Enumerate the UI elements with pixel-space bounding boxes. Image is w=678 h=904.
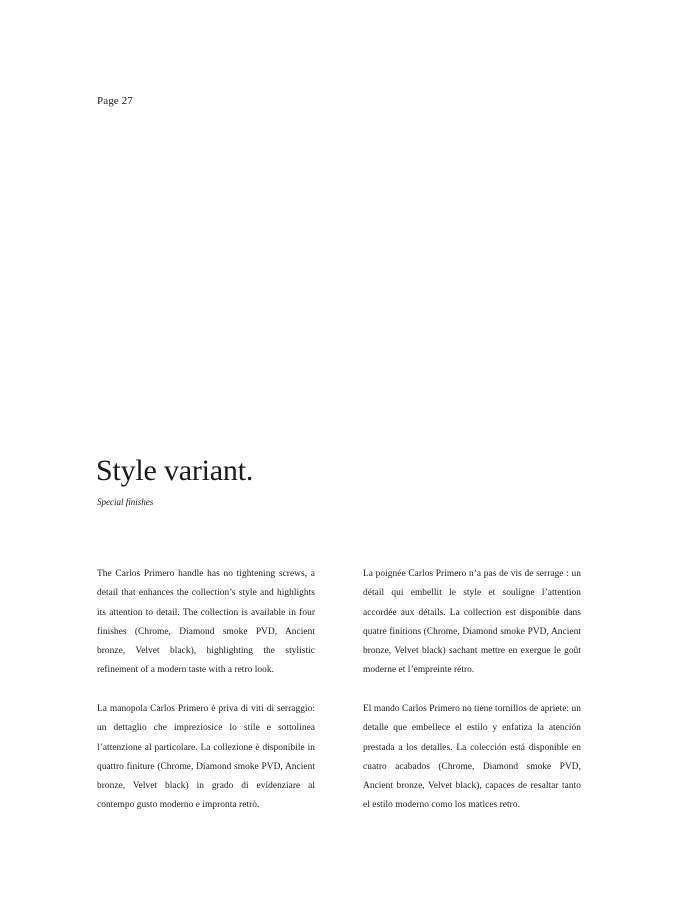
paragraph-spanish: El mando Carlos Primero no tiene tornillos de apriete: un detalle que embellece el estilo y enfatiza la atención prestada a los detalles. La colección está disponible en cuatro acabados (Chrome, Diamond smoke PVD, Ancient bronze, Velvet black), capaces de resaltar tanto el estilo moderno como los matices retro.	[363, 704, 581, 811]
page-number: Page 27	[97, 95, 133, 107]
paragraph-french: La poignée Carlos Primero n’a pas de vis de serrage : un détail qui embellit le style et souligne l’attention accordée aux détails. La collection est disponible dans quatre finitions (Chrome, Diamond smoke PVD, Ancient bronze, Velvet black) sachant mettre en exergue le goût moderne et l’empreinte rétro.	[363, 569, 581, 676]
paragraph-english: The Carlos Primero handle has no tightening screws, a detail that enhances the collection’s style and highlights its attention to detail. The collection is available in four finishes (Chrome, Diamond smoke PVD, Ancient bronze, Velvet black), highlighting the stylistic refinement of a modern taste with a retro look.	[97, 569, 315, 676]
section-title: Style variant.	[96, 454, 254, 487]
section-subtitle: Special finishes	[97, 497, 154, 507]
paragraph-italian: La manopola Carlos Primero è priva di viti di serraggio: un dettaglio che impreziosice lo stile e sottolinea l’attenzione al particolare. La collezione è disponibile in quattro finiture (Chrome, Diamond smoke PVD, Ancient bronze, Velvet black) in grado di evidenziare al contempo gusto moderno e impronta retrò.	[97, 704, 315, 811]
